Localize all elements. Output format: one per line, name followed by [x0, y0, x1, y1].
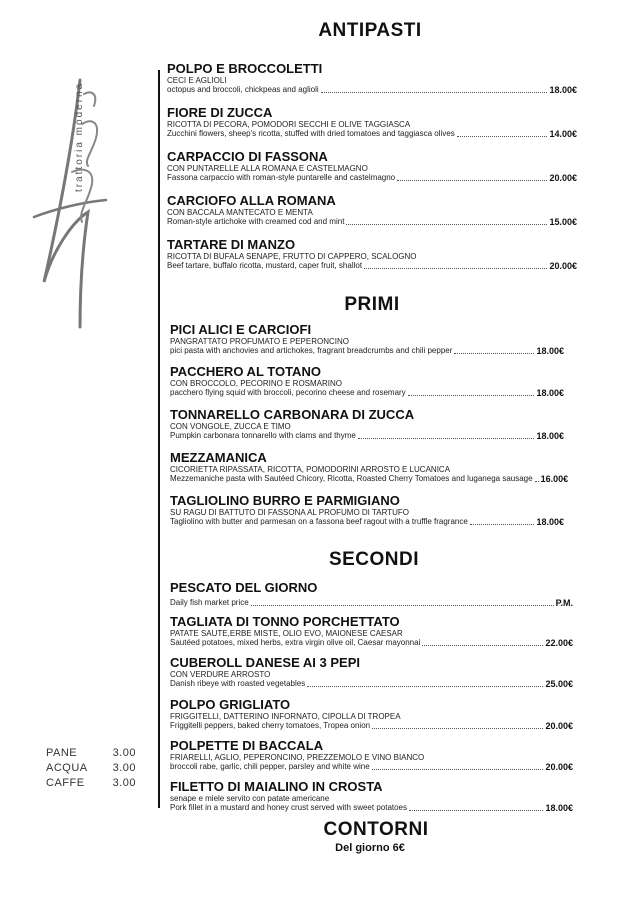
- item-subtitle: CON PUNTARELLE ALLA ROMANA E CASTELMAGNO: [167, 164, 368, 173]
- menu-item: [167, 237, 577, 271]
- item-name: POLPO GRIGLIATO: [170, 697, 291, 712]
- menu-item: [170, 407, 564, 441]
- menu-item: [170, 614, 573, 648]
- item-subtitle: PATATE SAUTE,ERBE MISTE, OLIO EVO, MAIONESE CAESAR: [170, 629, 403, 638]
- menu-item: [170, 655, 573, 689]
- item-name: PICI ALICI E CARCIOFI: [170, 322, 312, 337]
- extra-price: 3.00: [112, 762, 136, 774]
- item-subtitle: PANGRATTATO PROFUMATO E PEPERONCINO: [170, 337, 349, 346]
- item-name: TAGLIOLINO BURRO E PARMIGIANO: [170, 493, 400, 508]
- extra-label: CAFFE: [46, 777, 85, 789]
- item-price: 20.00€: [549, 261, 577, 271]
- item-name: CUBEROLL DANESE AI 3 PEPI: [170, 655, 360, 670]
- item-subtitle: CICORIETTA RIPASSATA, RICOTTA, POMODORINI ARROSTO E LUCANICA: [170, 465, 451, 474]
- item-price: 18.00€: [549, 85, 577, 95]
- contorni-title: CONTORNI: [323, 819, 429, 840]
- extra-item: [46, 761, 136, 776]
- item-subtitle: CON VONGOLE, ZUCCA E TIMO: [170, 422, 291, 431]
- menu-item: [170, 364, 564, 398]
- item-name: TONNARELLO CARBONARA DI ZUCCA: [170, 407, 415, 422]
- menu-item: [167, 193, 577, 227]
- item-description: Beef tartare, buffalo ricotta, mustard, caper fruit, shallot: [167, 261, 363, 270]
- item-description: Roman-style artichoke with creamed cod and mint: [167, 217, 345, 226]
- extra-label: ACQUA: [46, 762, 88, 774]
- item-description: octopus and broccoli, chickpeas and aglioli: [167, 85, 319, 94]
- extra-price: 3.00: [112, 747, 136, 759]
- item-price: 18.00€: [536, 388, 564, 398]
- secondi-title: SECONDI: [328, 549, 420, 570]
- item-description: Zucchini flowers, sheep's ricotta, stuffed with dried tomatoes and taggiasca olives: [167, 129, 455, 138]
- menu-item: [170, 738, 573, 772]
- item-description: Fassona carpaccio with roman-style puntarelle and castelmagno: [167, 173, 396, 182]
- item-subtitle: CON BROCCOLO, PECORINO E ROSMARINO: [170, 379, 343, 388]
- item-name: POLPETTE DI BACCALA: [170, 738, 324, 753]
- menu-item: [167, 105, 577, 139]
- item-description: broccoli rabe, garlic, chili pepper, parsley and white wine: [170, 762, 370, 771]
- menu-item: [170, 322, 564, 356]
- item-price: 18.00€: [536, 517, 564, 527]
- item-name: FIORE DI ZUCCA: [167, 105, 273, 120]
- item-name: PACCHERO AL TOTANO: [170, 364, 321, 379]
- item-price: 18.00€: [536, 346, 564, 356]
- item-subtitle: FRIGGITELLI, DATTERINO INFORNATO, CIPOLLA DI TROPEA: [170, 712, 401, 721]
- logo-tagline: trattoria moderna: [74, 81, 85, 192]
- item-description: Daily fish market price: [170, 598, 249, 607]
- menu-item: [170, 493, 564, 527]
- item-description: Tagliolino with butter and parmesan on a fassona beef ragout with a truffle fragrance: [170, 517, 468, 526]
- item-price: 22.00€: [545, 638, 573, 648]
- item-price: 20.00€: [545, 721, 573, 731]
- item-subtitle: SU RAGU DI BATTUTO DI FASSONA AL PROFUMO DI TARTUFO: [170, 508, 409, 517]
- item-description: Pumpkin carbonara tonnarello with clams and thyme: [170, 431, 356, 440]
- item-description: Sautéed potatoes, mixed herbs, extra virgin olive oil, Caesar mayonnai: [170, 638, 421, 647]
- item-name: CARCIOFO ALLA ROMANA: [167, 193, 336, 208]
- item-price: 25.00€: [545, 679, 573, 689]
- item-price: 20.00€: [549, 173, 577, 183]
- extra-item: [46, 776, 136, 791]
- menu-item: [170, 450, 569, 484]
- contorni-subtitle: Del giorno 6€: [335, 842, 405, 854]
- item-price: 15.00€: [549, 217, 577, 227]
- item-subtitle: RICOTTA DI BUFALA SENAPE, FRUTTO DI CAPPERO, SCALOGNO: [167, 252, 417, 261]
- item-price: 20.00€: [545, 762, 573, 772]
- menu-item: [170, 580, 573, 608]
- primi-title: PRIMI: [344, 294, 400, 315]
- item-price: 18.00€: [536, 431, 564, 441]
- extra-item: [46, 746, 136, 761]
- item-description: Pork fillet in a mustard and honey crust served with sweet potatoes: [170, 803, 408, 812]
- menu-item: [167, 61, 577, 95]
- item-subtitle: RICOTTA DI PECORA, POMODORI SECCHI E OLIVE TAGGIASCA: [167, 120, 411, 129]
- item-description: Mezzemaniche pasta with Sautéed Chicory, Ricotta, Roasted Cherry Tomatoes and luganega sausage: [170, 474, 533, 483]
- item-name: MEZZAMANICA: [170, 450, 267, 465]
- item-name: CARPACCIO DI FASSONA: [167, 149, 328, 164]
- menu-item: [167, 149, 577, 183]
- item-subtitle: FRIARELLI, AGLIO, PEPERONCINO, PREZZEMOLO E VINO BIANCO: [170, 753, 425, 762]
- antipasti-title: ANTIPASTI: [318, 20, 422, 41]
- item-description: Friggitelli peppers, baked cherry tomatoes, Tropea onion: [170, 721, 371, 730]
- item-description: pici pasta with anchovies and artichokes, fragrant breadcrumbs and chili pepper: [170, 346, 453, 355]
- item-name: TAGLIATA DI TONNO PORCHETTATO: [170, 614, 400, 629]
- extra-label: PANE: [46, 747, 78, 759]
- item-name: FILETTO DI MAIALINO IN CROSTA: [170, 779, 383, 794]
- item-price: 16.00€: [540, 474, 569, 484]
- menu-item: [170, 779, 573, 813]
- item-name: POLPO E BROCCOLETTI: [167, 61, 323, 76]
- restaurant-logo: [22, 52, 132, 352]
- item-name: TARTARE DI MANZO: [167, 237, 296, 252]
- item-price: 18.00€: [545, 803, 573, 813]
- item-price: P.M.: [555, 598, 573, 608]
- item-subtitle: CECI E AGLIOLI: [167, 76, 227, 85]
- vertical-divider: [158, 70, 160, 808]
- extra-price: 3.00: [112, 777, 136, 789]
- item-price: 14.00€: [549, 129, 577, 139]
- item-description: pacchero flying squid with broccoli, pecorino cheese and rosemary: [170, 388, 406, 397]
- menu-item: [170, 697, 573, 731]
- item-description: Danish ribeye with roasted vegetables: [170, 679, 306, 688]
- extras-list: [46, 746, 136, 791]
- item-subtitle: CON BACCALA MANTECATO E MENTA: [167, 208, 313, 217]
- item-name: PESCATO DEL GIORNO: [170, 580, 318, 595]
- item-subtitle: senape e miele servito con patate americane: [170, 794, 330, 803]
- item-subtitle: CON VERDURE ARROSTO: [170, 670, 271, 679]
